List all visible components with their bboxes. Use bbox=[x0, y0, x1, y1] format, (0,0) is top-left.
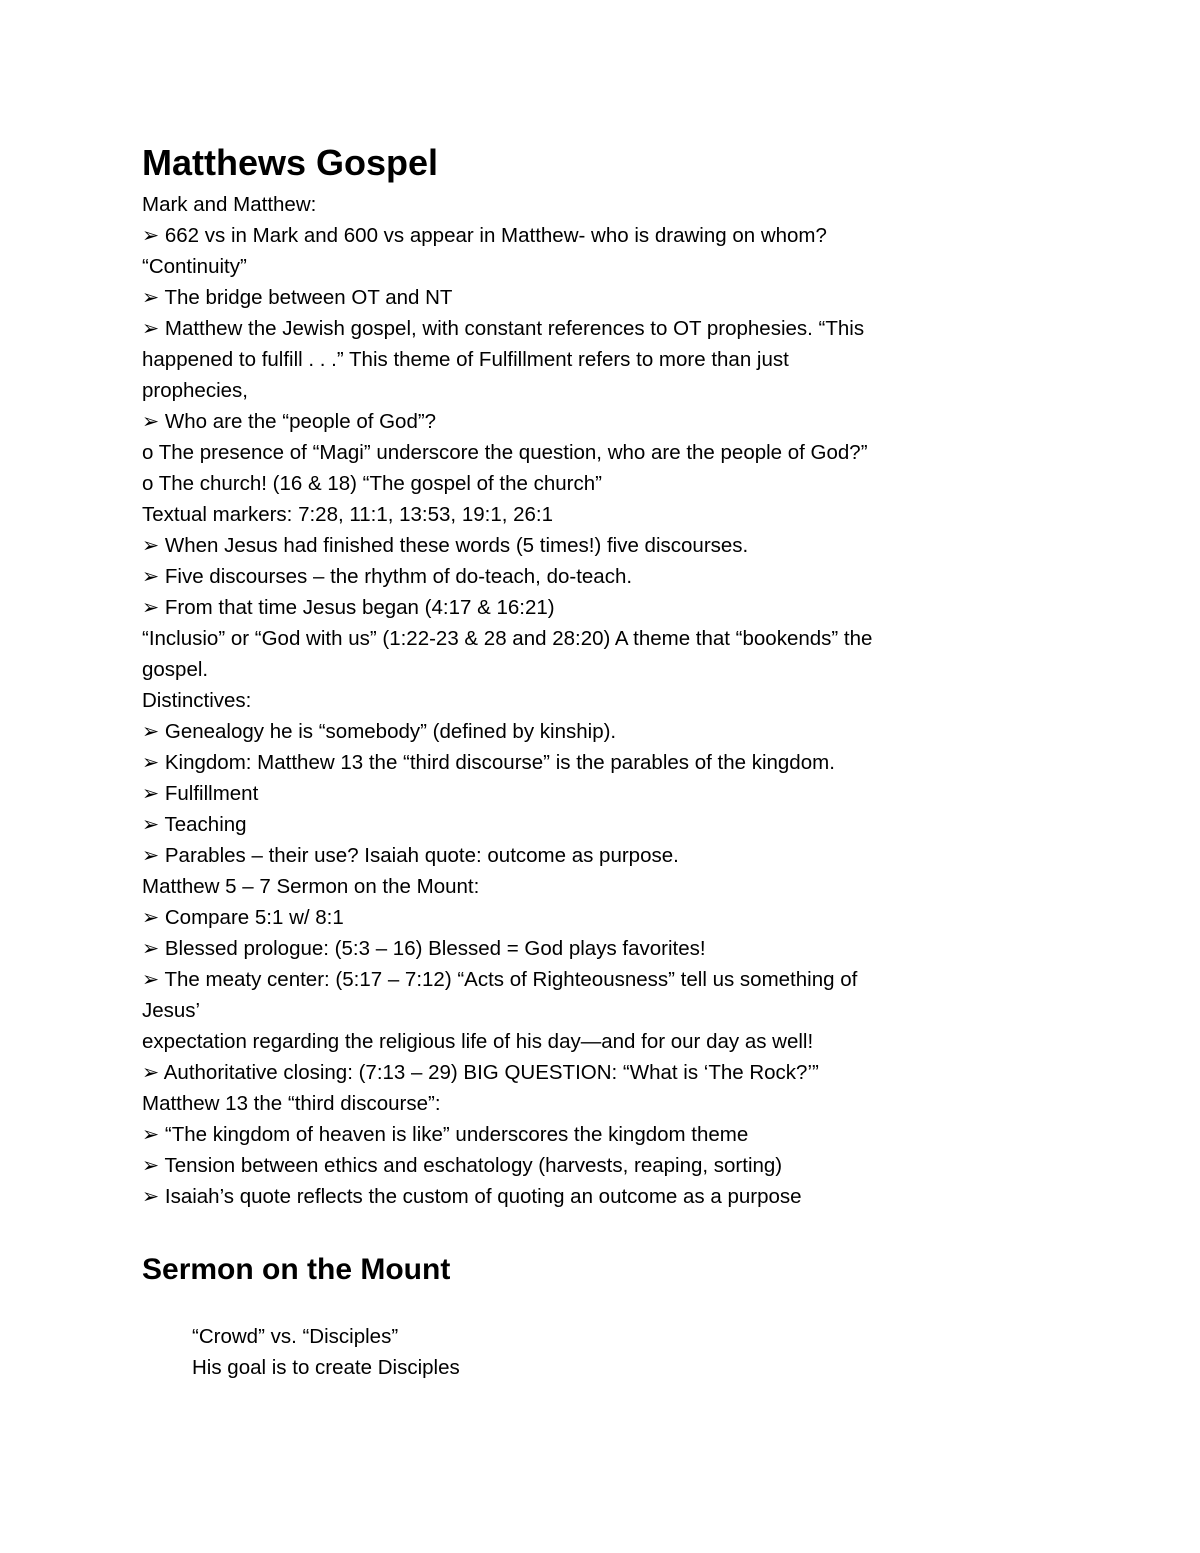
text-line: ➢ “The kingdom of heaven is like” underscores the kingdom theme bbox=[142, 1123, 749, 1146]
section-heading: Sermon on the Mount bbox=[142, 1253, 451, 1286]
text-line: His goal is to create Disciples bbox=[192, 1356, 460, 1379]
text-line: “Inclusio” or “God with us” (1:22-23 & 28 and 28:20) A theme that “bookends” the bbox=[142, 627, 873, 650]
document-title: Matthews Gospel bbox=[142, 142, 439, 183]
text-line: ➢ Compare 5:1 w/ 8:1 bbox=[142, 906, 344, 929]
text-line: prophecies, bbox=[142, 379, 248, 402]
text-line: Matthew 5 – 7 Sermon on the Mount: bbox=[142, 875, 480, 898]
text-line: ➢ From that time Jesus began (4:17 & 16:21) bbox=[142, 596, 555, 619]
text-line: ➢ Matthew the Jewish gospel, with constant references to OT prophesies. “This bbox=[142, 317, 865, 340]
text-line: “Continuity” bbox=[142, 255, 247, 278]
text-line: ➢ Fulfillment bbox=[142, 782, 259, 805]
text-line: ➢ Five discourses – the rhythm of do-teach, do-teach. bbox=[142, 565, 633, 588]
text-line: expectation regarding the religious life of his day—and for our day as well! bbox=[142, 1030, 814, 1053]
text-line: Jesus’ bbox=[142, 999, 201, 1022]
text-line: Distinctives: bbox=[142, 689, 252, 712]
text-line: ➢ Who are the “people of God”? bbox=[142, 410, 437, 433]
text-line: ➢ Parables – their use? Isaiah quote: outcome as purpose. bbox=[142, 844, 679, 867]
text-line: ➢ Tension between ethics and eschatology (harvests, reaping, sorting) bbox=[142, 1154, 783, 1177]
text-line: o The church! (16 & 18) “The gospel of the church” bbox=[142, 472, 602, 495]
text-line: “Crowd” vs. “Disciples” bbox=[192, 1325, 399, 1348]
text-line: Textual markers: 7:28, 11:1, 13:53, 19:1, 26:1 bbox=[142, 503, 554, 526]
text-line: Mark and Matthew: bbox=[142, 193, 317, 216]
text-line: ➢ Isaiah’s quote reflects the custom of quoting an outcome as a purpose bbox=[142, 1185, 802, 1208]
text-line: ➢ Blessed prologue: (5:3 – 16) Blessed = God plays favorites! bbox=[142, 937, 706, 960]
text-line: ➢ Teaching bbox=[142, 813, 247, 836]
text-line: ➢ The meaty center: (5:17 – 7:12) “Acts of Righteousness” tell us something of bbox=[142, 968, 858, 991]
text-line: gospel. bbox=[142, 658, 209, 681]
text-line: o The presence of “Magi” underscore the question, who are the people of God?” bbox=[142, 441, 868, 464]
text-line: ➢ When Jesus had finished these words (5 times!) five discourses. bbox=[142, 534, 749, 557]
text-line: ➢ The bridge between OT and NT bbox=[142, 286, 453, 309]
text-line: ➢ Authoritative closing: (7:13 – 29) BIG QUESTION: “What is ‘The Rock?’” bbox=[142, 1061, 819, 1084]
text-line: Matthew 13 the “third discourse”: bbox=[142, 1092, 441, 1115]
text-line: ➢ Genealogy he is “somebody” (defined by kinship). bbox=[142, 720, 617, 743]
text-line: ➢ 662 vs in Mark and 600 vs appear in Matthew- who is drawing on whom? bbox=[142, 224, 827, 247]
section-body bbox=[192, 1321, 892, 1383]
text-line: ➢ Kingdom: Matthew 13 the “third discourse” is the parables of the kingdom. bbox=[142, 751, 835, 774]
notes-body bbox=[142, 189, 1072, 1212]
text-line: happened to fulfill . . .” This theme of Fulfillment refers to more than just bbox=[142, 348, 789, 371]
